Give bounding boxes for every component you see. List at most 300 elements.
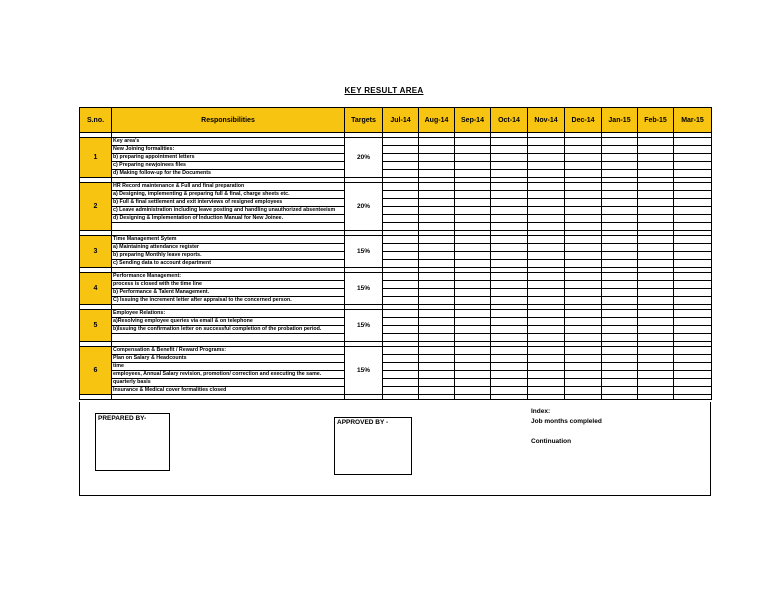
month-cell[interactable] [674,297,712,305]
index-continuation: Continuation [531,438,572,445]
month-cell[interactable] [383,170,419,178]
month-cell[interactable] [491,207,528,215]
month-cell[interactable] [383,289,419,297]
month-cell[interactable] [419,138,455,146]
month-cell[interactable] [528,215,565,223]
month-cell[interactable] [602,326,638,334]
month-cell[interactable] [638,223,674,231]
month-cell[interactable] [455,236,491,244]
month-cell[interactable] [602,191,638,199]
month-cell[interactable] [455,281,491,289]
month-cell[interactable] [528,191,565,199]
month-cell[interactable] [638,183,674,191]
month-cell[interactable] [383,310,419,318]
month-cell[interactable] [491,310,528,318]
month-cell[interactable] [419,371,455,379]
month-cell[interactable] [638,289,674,297]
month-cell[interactable] [419,199,455,207]
month-cell[interactable] [602,334,638,342]
month-cell[interactable] [565,318,602,326]
month-cell[interactable] [638,138,674,146]
month-cell[interactable] [491,326,528,334]
month-cell[interactable] [565,244,602,252]
month-cell[interactable] [491,215,528,223]
month-cell[interactable] [565,183,602,191]
month-cell[interactable] [419,236,455,244]
target-cell: 15% [345,310,383,342]
month-cell[interactable] [602,170,638,178]
table-row [80,334,712,342]
month-cell[interactable] [491,138,528,146]
month-cell[interactable] [491,154,528,162]
month-cell[interactable] [638,326,674,334]
month-cell[interactable] [383,347,419,355]
month-cell[interactable] [602,355,638,363]
month-cell[interactable] [565,170,602,178]
month-cell[interactable] [565,146,602,154]
month-cell[interactable] [455,347,491,355]
month-cell[interactable] [455,244,491,252]
month-cell[interactable] [455,154,491,162]
month-cell[interactable] [565,236,602,244]
month-cell[interactable] [638,363,674,371]
month-cell[interactable] [528,154,565,162]
month-cell[interactable] [565,326,602,334]
month-cell[interactable] [491,387,528,395]
spacer-cell [638,395,674,400]
responsibility-cell: c) Leave administration including leave posting and handling unauthorized absenteeism [112,207,345,215]
month-cell[interactable] [419,273,455,281]
header-month: Oct-14 [491,108,528,133]
month-cell[interactable] [638,252,674,260]
month-cell[interactable] [419,347,455,355]
month-cell[interactable] [419,223,455,231]
month-cell[interactable] [674,273,712,281]
month-cell[interactable] [455,252,491,260]
prepared-by-label: PREPARED BY- [98,415,147,422]
month-cell[interactable] [638,162,674,170]
month-cell[interactable] [638,379,674,387]
month-cell[interactable] [674,215,712,223]
month-cell[interactable] [491,183,528,191]
month-cell[interactable] [419,387,455,395]
month-cell[interactable] [455,289,491,297]
month-cell[interactable] [565,154,602,162]
month-cell[interactable] [491,244,528,252]
month-cell[interactable] [528,281,565,289]
month-cell[interactable] [638,371,674,379]
month-cell[interactable] [419,244,455,252]
month-cell[interactable] [528,273,565,281]
month-cell[interactable] [491,318,528,326]
month-cell[interactable] [674,170,712,178]
month-cell[interactable] [674,236,712,244]
month-cell[interactable] [638,297,674,305]
table-row [80,170,712,178]
month-cell[interactable] [383,191,419,199]
month-cell[interactable] [455,355,491,363]
month-cell[interactable] [491,347,528,355]
serial-number-cell: 1 [80,138,112,178]
month-cell[interactable] [528,183,565,191]
month-cell[interactable] [383,199,419,207]
month-cell[interactable] [419,289,455,297]
month-cell[interactable] [602,379,638,387]
month-cell[interactable] [383,215,419,223]
month-cell[interactable] [491,191,528,199]
month-cell[interactable] [455,387,491,395]
month-cell[interactable] [638,281,674,289]
month-cell[interactable] [565,273,602,281]
month-cell[interactable] [674,371,712,379]
month-cell[interactable] [638,215,674,223]
serial-number-cell: 4 [80,273,112,305]
month-cell[interactable] [602,138,638,146]
month-cell[interactable] [528,199,565,207]
month-cell[interactable] [455,146,491,154]
month-cell[interactable] [602,146,638,154]
month-cell[interactable] [455,334,491,342]
month-cell[interactable] [491,281,528,289]
table-row [80,318,712,326]
month-cell[interactable] [528,207,565,215]
month-cell[interactable] [419,162,455,170]
month-cell[interactable] [638,199,674,207]
month-cell[interactable] [455,162,491,170]
month-cell[interactable] [491,223,528,231]
month-cell[interactable] [565,355,602,363]
month-cell[interactable] [638,334,674,342]
month-cell[interactable] [565,289,602,297]
month-cell[interactable] [674,183,712,191]
month-cell[interactable] [674,281,712,289]
month-cell[interactable] [565,371,602,379]
month-cell[interactable] [491,170,528,178]
month-cell[interactable] [383,154,419,162]
month-cell[interactable] [383,138,419,146]
month-cell[interactable] [565,281,602,289]
month-cell[interactable] [565,363,602,371]
month-cell[interactable] [383,183,419,191]
month-cell[interactable] [638,236,674,244]
month-cell[interactable] [383,223,419,231]
month-cell[interactable] [565,379,602,387]
month-cell[interactable] [528,297,565,305]
month-cell[interactable] [638,244,674,252]
month-cell[interactable] [383,371,419,379]
month-cell[interactable] [602,207,638,215]
month-cell[interactable] [602,215,638,223]
month-cell[interactable] [383,355,419,363]
month-cell[interactable] [674,326,712,334]
month-cell[interactable] [674,347,712,355]
month-cell[interactable] [528,252,565,260]
month-cell[interactable] [455,215,491,223]
month-cell[interactable] [565,138,602,146]
table-row [80,371,712,379]
month-cell[interactable] [491,236,528,244]
month-cell[interactable] [383,207,419,215]
month-cell[interactable] [528,260,565,268]
month-cell[interactable] [638,310,674,318]
month-cell[interactable] [638,387,674,395]
month-cell[interactable] [491,334,528,342]
month-cell[interactable] [674,318,712,326]
month-cell[interactable] [455,371,491,379]
month-cell[interactable] [491,252,528,260]
month-cell[interactable] [419,146,455,154]
month-cell[interactable] [419,183,455,191]
month-cell[interactable] [602,252,638,260]
month-cell[interactable] [455,297,491,305]
header-responsibilities: Responsibilities [112,108,345,133]
month-cell[interactable] [455,170,491,178]
month-cell[interactable] [602,260,638,268]
month-cell[interactable] [638,191,674,199]
month-cell[interactable] [674,252,712,260]
month-cell[interactable] [419,170,455,178]
month-cell[interactable] [638,347,674,355]
responsibility-cell: c) Sending data to account department [112,260,345,268]
month-cell[interactable] [491,371,528,379]
month-cell[interactable] [602,236,638,244]
month-cell[interactable] [565,260,602,268]
month-cell[interactable] [602,347,638,355]
month-cell[interactable] [638,154,674,162]
month-cell[interactable] [602,273,638,281]
month-cell[interactable] [383,244,419,252]
responsibility-cell: d) Making follow-up for the Documents [112,170,345,178]
month-cell[interactable] [455,207,491,215]
month-cell[interactable] [419,318,455,326]
table-row [80,207,712,215]
month-cell[interactable] [638,170,674,178]
month-cell[interactable] [383,297,419,305]
month-cell[interactable] [419,379,455,387]
month-cell[interactable] [602,162,638,170]
month-cell[interactable] [419,334,455,342]
month-cell[interactable] [528,318,565,326]
month-cell[interactable] [528,170,565,178]
month-cell[interactable] [528,334,565,342]
month-cell[interactable] [638,273,674,281]
month-cell[interactable] [602,297,638,305]
month-cell[interactable] [565,297,602,305]
month-cell[interactable] [674,146,712,154]
month-cell[interactable] [419,207,455,215]
month-cell[interactable] [383,379,419,387]
serial-number-cell: 6 [80,347,112,395]
month-cell[interactable] [674,310,712,318]
month-cell[interactable] [602,183,638,191]
kra-table [79,107,712,400]
month-cell[interactable] [383,146,419,154]
month-cell[interactable] [528,146,565,154]
month-cell[interactable] [602,154,638,162]
month-cell[interactable] [419,191,455,199]
month-cell[interactable] [565,387,602,395]
spacer-cell [345,395,383,400]
month-cell[interactable] [674,363,712,371]
month-cell[interactable] [491,289,528,297]
month-cell[interactable] [674,154,712,162]
month-cell[interactable] [383,162,419,170]
month-cell[interactable] [565,199,602,207]
header-sno: S.no. [80,108,112,133]
month-cell[interactable] [602,223,638,231]
month-cell[interactable] [674,191,712,199]
month-cell[interactable] [528,138,565,146]
month-cell[interactable] [455,318,491,326]
spacer-cell [674,395,712,400]
spacer-cell [602,395,638,400]
table-row [80,146,712,154]
month-cell[interactable] [455,326,491,334]
month-cell[interactable] [455,260,491,268]
month-cell[interactable] [674,387,712,395]
month-cell[interactable] [455,379,491,387]
month-cell[interactable] [491,146,528,154]
month-cell[interactable] [638,318,674,326]
header-month: Aug-14 [419,108,455,133]
month-cell[interactable] [638,355,674,363]
responsibility-cell: Performance Management: [112,273,345,281]
month-cell[interactable] [455,183,491,191]
table-row [80,252,712,260]
month-cell[interactable] [528,379,565,387]
month-cell[interactable] [602,244,638,252]
month-cell[interactable] [419,154,455,162]
month-cell[interactable] [602,371,638,379]
month-cell[interactable] [419,326,455,334]
month-cell[interactable] [419,281,455,289]
month-cell[interactable] [528,162,565,170]
month-cell[interactable] [383,252,419,260]
responsibility-cell: a)Resolving employee queries via email & on telephone [112,318,345,326]
month-cell[interactable] [528,289,565,297]
month-cell[interactable] [419,355,455,363]
month-cell[interactable] [383,236,419,244]
month-cell[interactable] [528,355,565,363]
month-cell[interactable] [528,236,565,244]
month-cell[interactable] [383,281,419,289]
month-cell[interactable] [565,215,602,223]
month-cell[interactable] [638,207,674,215]
month-cell[interactable] [565,310,602,318]
month-cell[interactable] [491,162,528,170]
month-cell[interactable] [674,244,712,252]
month-cell[interactable] [491,260,528,268]
month-cell[interactable] [638,146,674,154]
month-cell[interactable] [528,387,565,395]
serial-number-cell: 3 [80,236,112,268]
month-cell[interactable] [674,199,712,207]
month-cell[interactable] [419,260,455,268]
target-cell: 15% [345,236,383,268]
month-cell[interactable] [602,318,638,326]
month-cell[interactable] [565,223,602,231]
month-cell[interactable] [602,281,638,289]
table-row [80,310,712,318]
month-cell[interactable] [419,297,455,305]
month-cell[interactable] [383,387,419,395]
month-cell[interactable] [565,252,602,260]
month-cell[interactable] [455,363,491,371]
month-cell[interactable] [455,273,491,281]
responsibility-cell: New Joining formalities: [112,146,345,154]
month-cell[interactable] [419,215,455,223]
month-cell[interactable] [528,347,565,355]
month-cell[interactable] [383,273,419,281]
month-cell[interactable] [455,199,491,207]
month-cell[interactable] [455,223,491,231]
month-cell[interactable] [565,334,602,342]
month-cell[interactable] [565,191,602,199]
month-cell[interactable] [674,162,712,170]
month-cell[interactable] [491,379,528,387]
month-cell[interactable] [528,223,565,231]
month-cell[interactable] [602,310,638,318]
month-cell[interactable] [455,191,491,199]
table-row [80,138,712,146]
month-cell[interactable] [491,363,528,371]
month-cell[interactable] [491,199,528,207]
month-cell[interactable] [528,244,565,252]
month-cell[interactable] [491,273,528,281]
month-cell[interactable] [602,387,638,395]
month-cell[interactable] [455,138,491,146]
month-cell[interactable] [674,260,712,268]
month-cell[interactable] [565,347,602,355]
month-cell[interactable] [528,326,565,334]
month-cell[interactable] [419,310,455,318]
spacer-cell [565,395,602,400]
month-cell[interactable] [674,334,712,342]
month-cell[interactable] [528,310,565,318]
month-cell[interactable] [383,334,419,342]
table-row [80,379,712,387]
month-cell[interactable] [383,326,419,334]
month-cell[interactable] [674,379,712,387]
header-month: Dec-14 [565,108,602,133]
responsibility-cell: quarterly basis [112,379,345,387]
month-cell[interactable] [528,363,565,371]
table-row [80,191,712,199]
month-cell[interactable] [674,355,712,363]
month-cell[interactable] [674,207,712,215]
month-cell[interactable] [674,138,712,146]
month-cell[interactable] [602,199,638,207]
month-cell[interactable] [419,363,455,371]
month-cell[interactable] [674,289,712,297]
month-cell[interactable] [419,252,455,260]
month-cell[interactable] [528,371,565,379]
responsibility-cell: Compensation & Benefit / Reward Programs: [112,347,345,355]
month-cell[interactable] [565,207,602,215]
month-cell[interactable] [455,310,491,318]
month-cell[interactable] [383,318,419,326]
month-cell[interactable] [674,223,712,231]
month-cell[interactable] [491,297,528,305]
month-cell[interactable] [602,363,638,371]
serial-number-cell: 5 [80,310,112,342]
month-cell[interactable] [602,289,638,297]
month-cell[interactable] [638,260,674,268]
month-cell[interactable] [491,355,528,363]
month-cell[interactable] [565,162,602,170]
month-cell[interactable] [383,363,419,371]
month-cell[interactable] [383,260,419,268]
